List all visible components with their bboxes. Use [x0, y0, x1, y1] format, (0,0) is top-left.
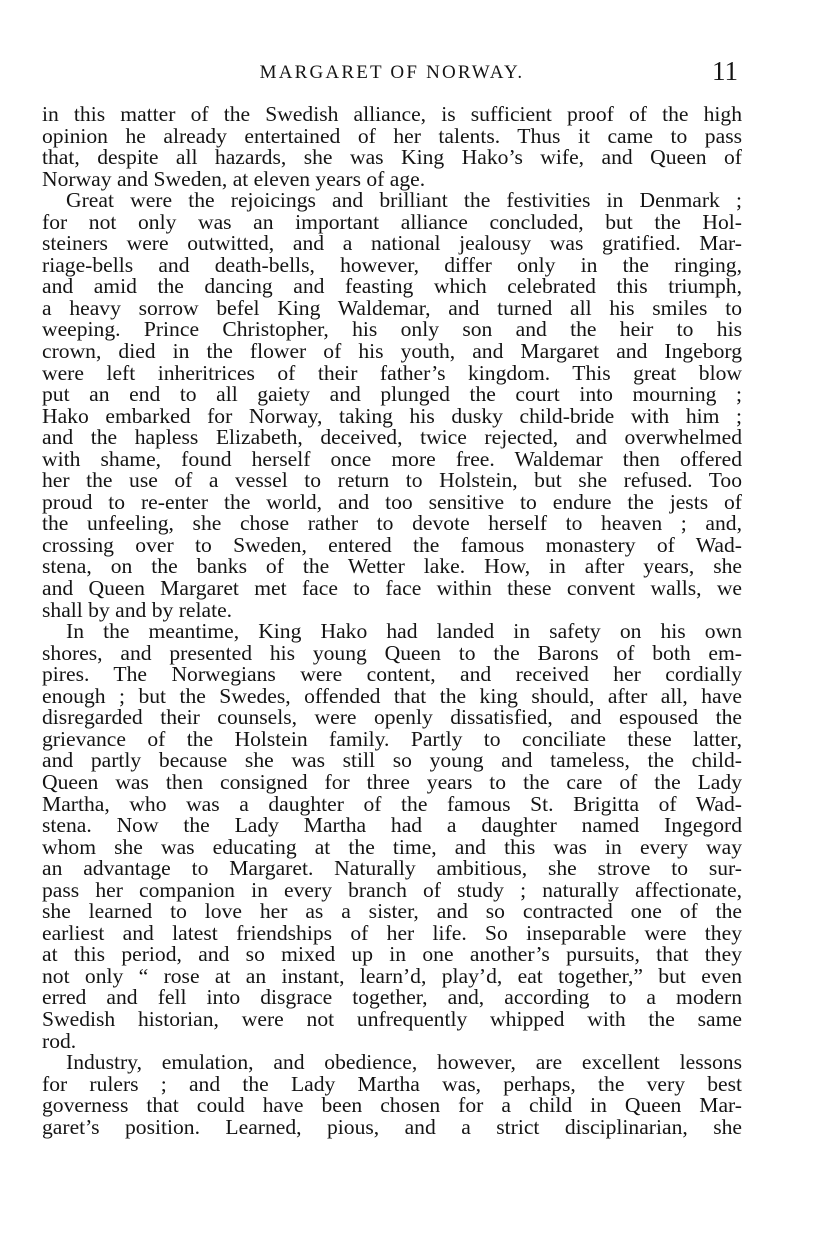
text-line: steiners were outwitted, and a national jealousy was gratified. Mar- [42, 231, 742, 256]
text-line: put an end to all gaiety and plunged the court into mourning ; [42, 382, 742, 407]
text-line: opinion he already entertained of her talents. Thus it came to pass [42, 123, 742, 148]
text-line: weeping. Prince Christopher, his only son and the heir to his [42, 317, 742, 342]
text-line: earliest and latest friendships of her life. So insepɑrable were they [42, 920, 742, 945]
text-line: garet’s position. Learned, pious, and a strict disciplinarian, she [42, 1114, 742, 1139]
text-line: riage-bells and death-bells, however, differ only in the ringing, [42, 252, 742, 277]
text-line: Swedish historian, were not unfrequently whipped with the same [42, 1006, 742, 1031]
text-line: enough ; but the Swedes, offended that the king should, after all, have [42, 683, 742, 708]
text-line: an advantage to Margaret. Naturally ambitious, she strove to sur- [42, 856, 742, 881]
text-line: Martha, who was a daughter of the famous St. Brigitta of Wad- [42, 791, 742, 816]
text-line: her the use of a vessel to return to Holstein, but she refused. Too [42, 468, 742, 493]
page-number: 11 [712, 56, 738, 86]
text-line: In the meantime, King Hako had landed in safety on his own [66, 619, 742, 644]
text-line: crown, died in the flower of his youth, and Margaret and Ingeborg [42, 339, 742, 364]
text-line: disregarded their counsels, were openly dissatisfied, and espoused the [42, 705, 742, 730]
text-line: the unfeeling, she chose rather to devote herself to heaven ; and, [42, 511, 742, 536]
text-line: proud to re-enter the world, and too sensitive to endure the jests of [42, 489, 742, 514]
text-line: and the hapless Elizabeth, deceived, twice rejected, and overwhelmed [42, 425, 742, 450]
text-line: Norway and Sweden, at eleven years of age. [42, 166, 426, 191]
text-line: and Queen Margaret met face to face within these convent walls, we [42, 576, 742, 601]
text-line: Great were the rejoicings and brilliant the festivities in Denmark ; [66, 188, 742, 213]
text-line: Queen was then consigned for three years to the care of the Lady [42, 769, 742, 794]
text-line: pires. The Norwegians were content, and received her cordially [42, 662, 742, 687]
text-line: she learned to love her as a sister, and so contracted one of the [42, 899, 742, 924]
text-line: Industry, emulation, and obedience, however, are excellent lessons [66, 1050, 742, 1075]
text-line: in this matter of the Swedish alliance, is sufficient proof of the high [42, 102, 742, 126]
text-line: whom she was educating at the time, and this was in every way [42, 834, 742, 859]
text-line: shall by and by relate. [42, 597, 233, 622]
text-line: governess that could have been chosen for a child in Queen Mar- [42, 1093, 742, 1118]
text-line: grievance of the Holstein family. Partly to conciliate these latter, [42, 726, 742, 751]
text-line: crossing over to Sweden, entered the famous monastery of Wad- [42, 532, 742, 557]
running-title: MARGARET OF NORWAY. [259, 62, 525, 83]
body-text [42, 104, 742, 1138]
text-line: and amid the dancing and feasting which celebrated this triumph, [42, 274, 742, 299]
text-line: at this period, and so mixed up in one another’s pursuits, that they [42, 942, 742, 967]
text-line: a heavy sorrow befel King Waldemar, and turned all his smiles to [42, 295, 742, 320]
text-line: stena, on the banks of the Wetter lake. How, in after years, she [42, 554, 742, 579]
text-line: stena. Now the Lady Martha had a daughter named Ingegord [42, 813, 742, 838]
text-line: erred and fell into disgrace together, and, according to a modern [42, 985, 742, 1010]
text-line: and partly because she was still so young and tameless, the child- [42, 748, 742, 773]
text-line: for rulers ; and the Lady Martha was, perhaps, the very best [42, 1071, 742, 1096]
text-line: Hako embarked for Norway, taking his dusky child-bride with him ; [42, 403, 742, 428]
text-line: rod. [42, 1028, 77, 1053]
text-line: with shame, found herself once more free. Waldemar then offered [42, 446, 742, 471]
text-line: not only “ rose at an instant, learn’d, play’d, eat together,” but even [42, 963, 742, 988]
page-header [42, 58, 742, 88]
text-line: that, despite all hazards, she was King Hako’s wife, and Queen of [42, 145, 742, 170]
text-line: for not only was an important alliance concluded, but the Hol- [42, 209, 742, 234]
text-line: pass her companion in every branch of study ; naturally affectionate, [42, 877, 742, 902]
text-line: shores, and presented his young Queen to the Barons of both em- [42, 640, 742, 665]
text-line: were left inheritrices of their father’s kingdom. This great blow [42, 360, 742, 385]
